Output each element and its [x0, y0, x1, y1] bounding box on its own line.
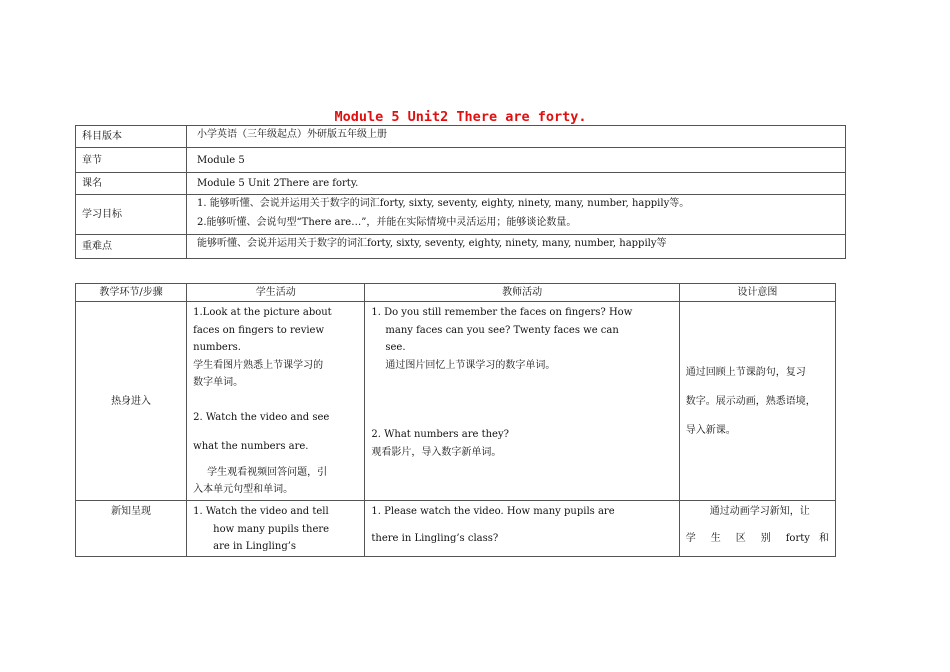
text-line: 观看影片，导入数字新单词。 — [371, 446, 502, 458]
text-line: 1.Look at the picture about — [193, 307, 332, 318]
header-stage: 教学环节/步骤 — [76, 284, 187, 302]
table-row — [76, 501, 836, 557]
key-label: 重难点 — [76, 235, 187, 259]
student-new — [187, 501, 365, 557]
teacher-new — [365, 501, 679, 557]
text-line: 学生看图片熟悉上节课学习的 — [193, 359, 324, 371]
header-intent: 设计意图 — [679, 284, 835, 302]
text-line: 2. What numbers are they? — [371, 429, 509, 440]
text-line: 1. Watch the video and tell — [193, 506, 329, 517]
text-line: 1. Please watch the video. How many pupils are — [371, 506, 615, 517]
stage-new: 新知呈现 — [76, 501, 187, 557]
text-line: how many pupils there — [213, 523, 330, 535]
chapter-value: Module 5 — [187, 148, 846, 173]
text-line: 导入新课。 — [685, 424, 736, 436]
text-line: 数字单词。 — [193, 377, 244, 388]
subject-value: 小学英语（三年级起点）外研版五年级上册 — [187, 126, 846, 148]
stage-warmup: 热身进入 — [76, 302, 187, 501]
goals-value — [187, 195, 846, 235]
page-title: Module 5 Unit2 There are forty. — [334, 109, 587, 125]
text-line: faces on fingers to review — [193, 324, 325, 336]
header-teacher: 教师活动 — [365, 284, 679, 302]
text-line: 1. Do you still remember the faces on fingers? How — [371, 307, 633, 318]
teacher-warmup — [365, 302, 679, 501]
teaching-steps-table — [75, 283, 836, 557]
text-line: there in Lingling’s class? — [371, 533, 499, 544]
text-line: 入本单元句型和单词。 — [193, 484, 294, 495]
goal-2: 2.能够听懂、会说句型“There are…”，并能在实际情境中灵活运用；能够谈论数量。 — [197, 217, 577, 228]
student-warmup — [187, 302, 365, 501]
goal-1: 1. 能够听懂、会说并运用关于数字的词汇forty, sixty, seventy, eighty, ninety, many, number, happily等。 — [197, 198, 690, 209]
lesson-value: Module 5 Unit 2There are forty. — [187, 173, 846, 195]
text-line: what the numbers are. — [193, 441, 309, 452]
subject-label: 科目版本 — [76, 126, 187, 148]
text-line: 通过动画学习新知，让 — [709, 506, 810, 517]
text-line: 数字。展示动画，熟悉语境， — [685, 395, 816, 407]
key-value: 能够听懂、会说并运用关于数字的词汇forty, sixty, seventy, eighty, ninety, many, number, happily等 — [187, 235, 846, 259]
text-line: 学 生 区 别 forty 和 — [685, 533, 829, 544]
lesson-info-table — [75, 125, 846, 259]
table-row — [76, 302, 836, 501]
text-line: many faces can you see? Twenty faces we can — [385, 324, 619, 336]
text-line: 学生观看视频回答问题，引 — [207, 466, 328, 478]
text-line: see. — [385, 342, 406, 353]
text-line: numbers. — [193, 342, 241, 353]
lesson-label: 课名 — [76, 173, 187, 195]
intent-warmup — [679, 302, 835, 501]
intent-new — [679, 501, 835, 557]
text-line: are in Lingling’s — [213, 541, 297, 552]
text-line: 通过回顾上节课韵句，复习 — [685, 366, 806, 378]
text-line: 2. Watch the video and see — [193, 411, 330, 423]
goals-label: 学习目标 — [76, 195, 187, 235]
header-student: 学生活动 — [187, 284, 365, 302]
chapter-label: 章节 — [76, 148, 187, 173]
text-line: 通过图片回忆上节课学习的数字单词。 — [385, 359, 556, 371]
